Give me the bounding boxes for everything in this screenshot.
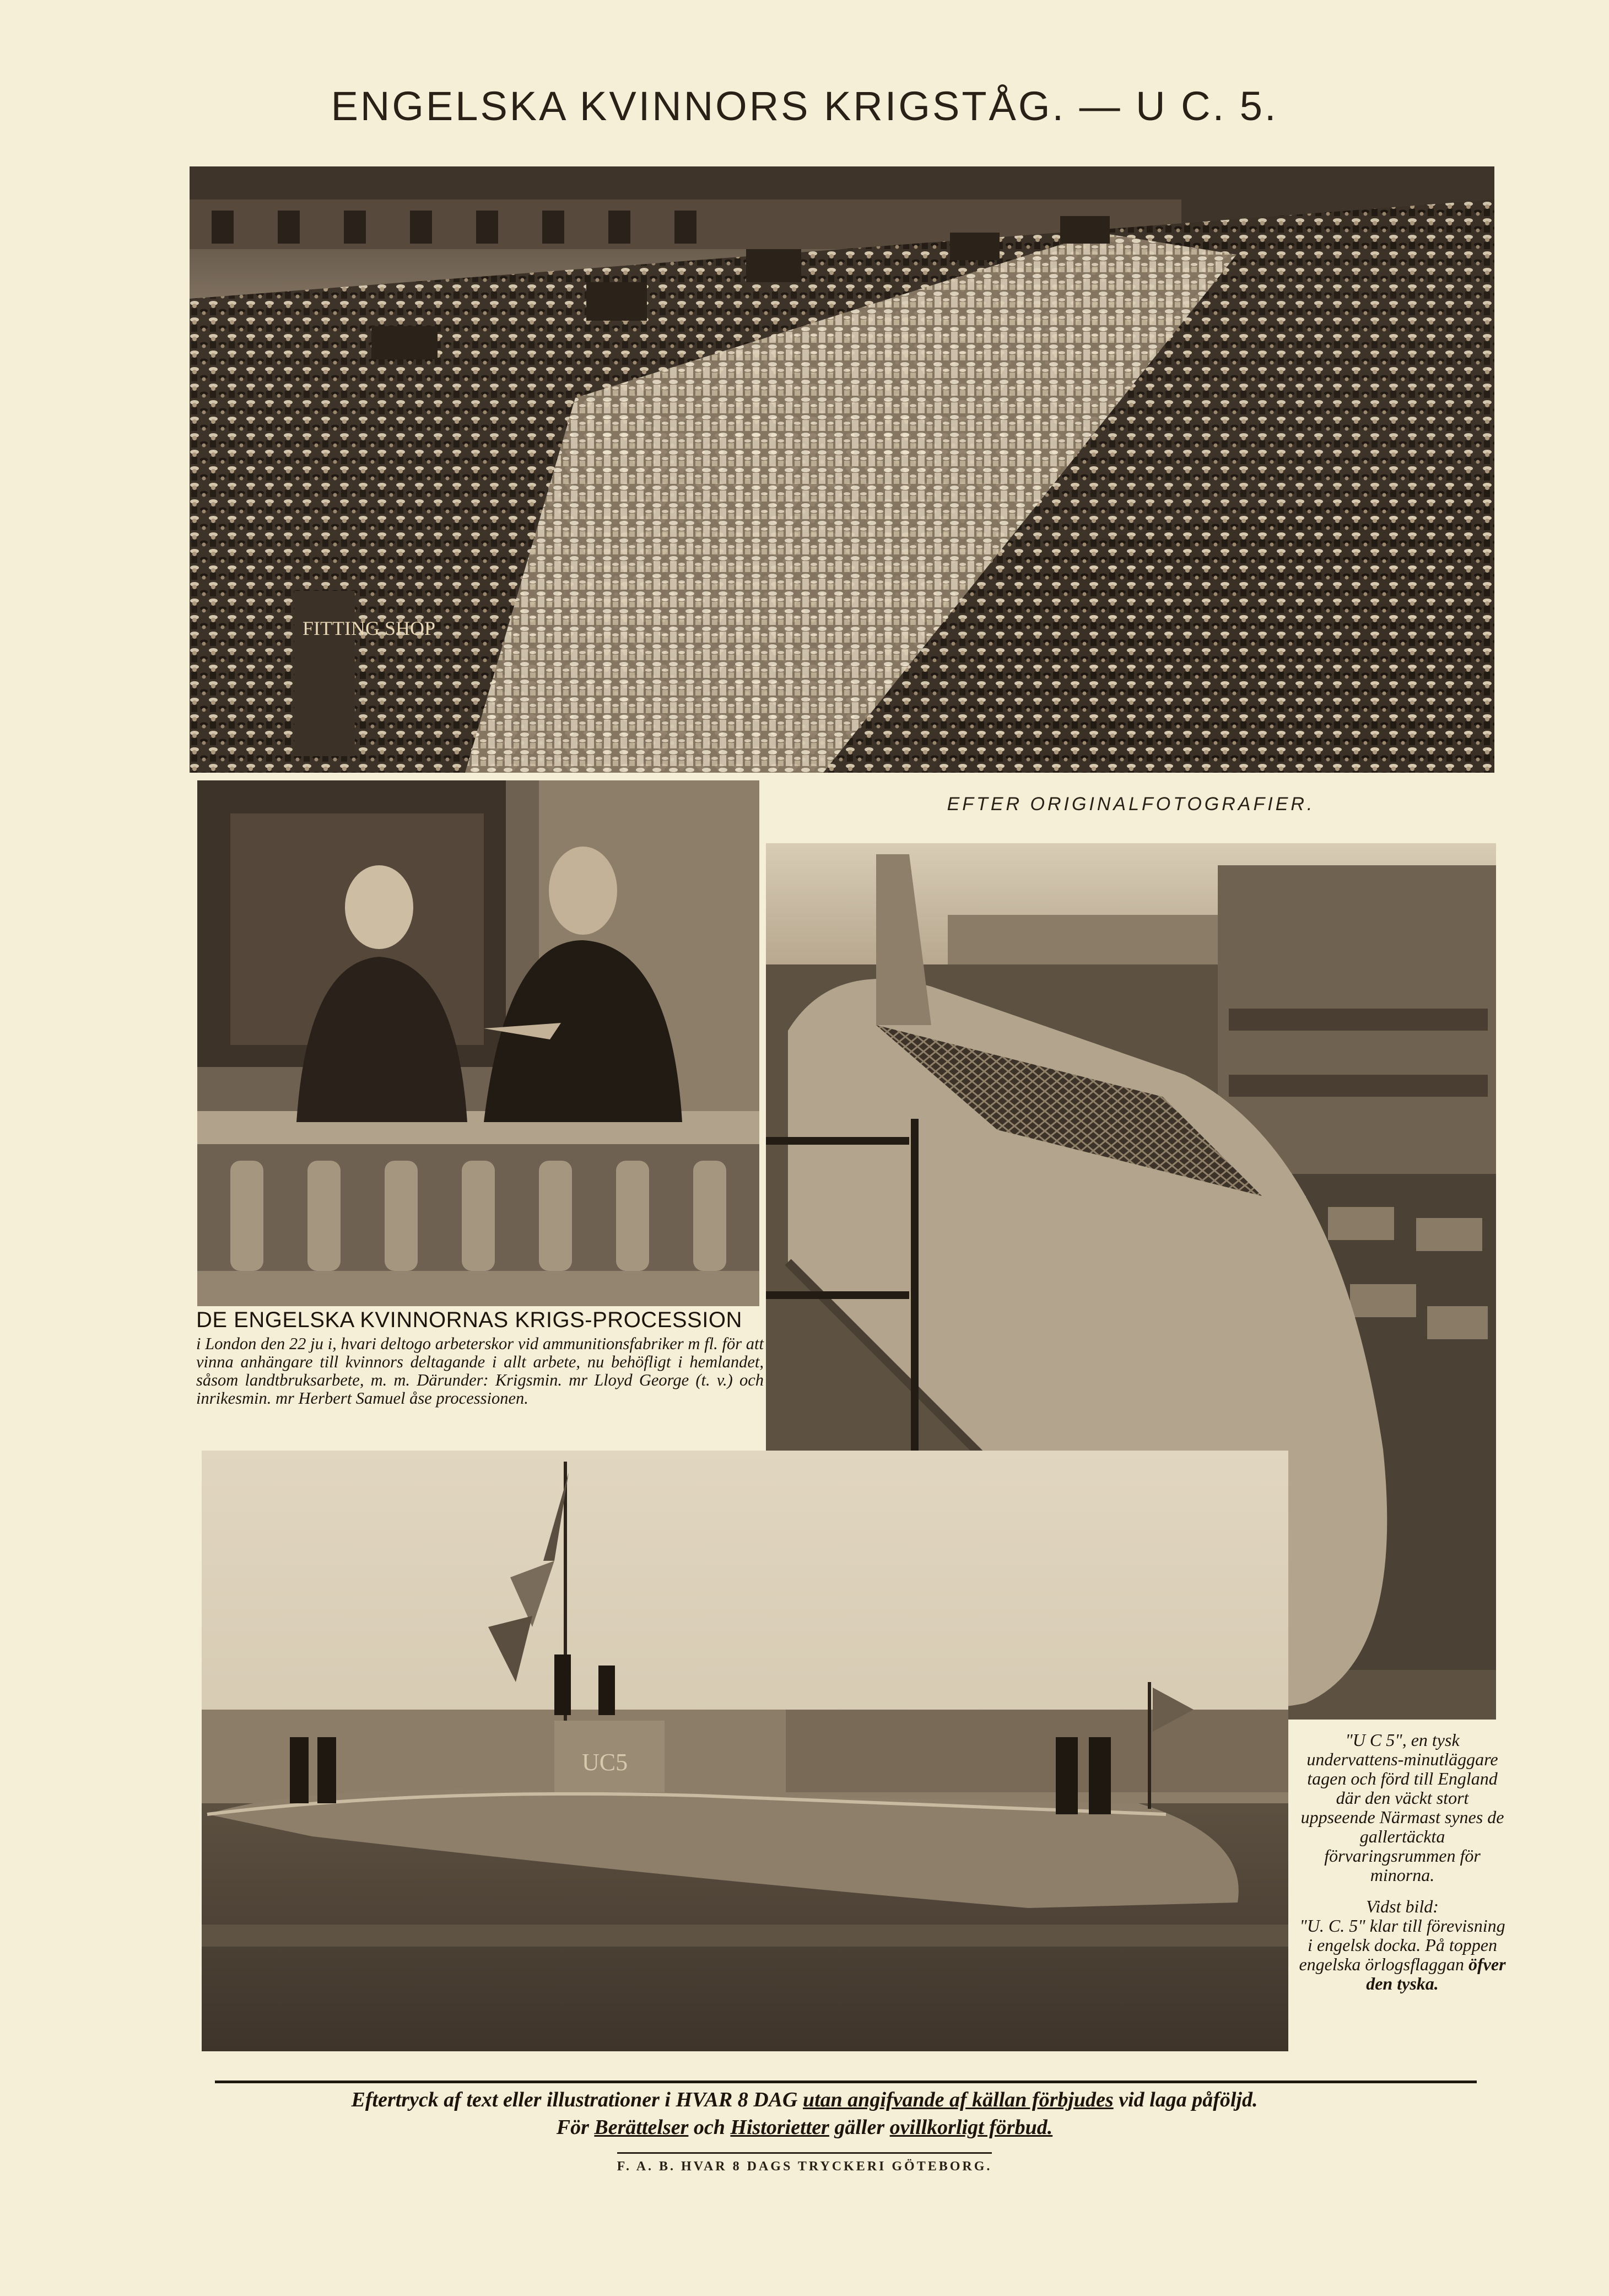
procession-caption [196,1307,764,1408]
uc5-caption-heading: Vidst bild: [1366,1896,1439,1916]
banner-text: FITTING SHOP [303,617,436,639]
procession-photo-image [190,166,1494,773]
notice-1-part-c: vid laga påföljd. [1119,2088,1258,2111]
notice-2-part-d: Historietter [730,2116,829,2139]
notice-2-part-e: gäller [834,2116,885,2139]
copyright-notice-line-2 [0,2115,1609,2139]
balcony-photo-image [197,780,759,1306]
notice-2-part-f: ovillkorligt förbud. [889,2116,1053,2139]
balcony-photo [197,780,759,1306]
uc5-caption-text-2: "U. C. 5" klar till förevisning i engelsk docka. På toppen engelska örlogsflaggan [1299,1916,1505,1974]
notice-2-part-a: För [556,2116,589,2139]
notice-2-part-c: och [693,2116,725,2139]
procession-caption-text: i London den 22 ju i, hvari deltogo arbeterskor vid ammunitionsfabriker m fl. för att vinna anhängare till kvinnors deltagande i allt arbete, nu behöfligt i hemlandet, såsom landtbruksarbete, m. m. Därunder: Krigsmin. mr Lloyd George (t. v.) och inrikesmin. mr Herbert Samuel åse processionen. [196,1334,764,1408]
uc5-caption [1298,1731,1507,2006]
uc5-caption-second [1298,1916,1507,1993]
copyright-notice-line-1 [0,2088,1609,2112]
submarine-water-photo [202,1451,1288,2051]
procession-caption-heading: DE ENGELSKA KVINNORNAS KRIGS-PROCESSION [196,1308,742,1332]
footer-rule [215,2081,1477,2083]
uc5-caption-end: öfver den tyska. [1366,1954,1506,1993]
procession-photo [190,166,1494,773]
printer-imprint: F. A. B. HVAR 8 DAGS TRYCKERI GÖTEBORG. [617,2159,992,2174]
notice-1-part-b: utan angifvande af källan förbjudes [802,2088,1114,2111]
submarine-water-photo-image [202,1451,1288,2051]
page-title: ENGELSKA KVINNORS KRIGSTÅG. — U C. 5. [331,83,1278,129]
notice-1-part-a: Eftertryck af text eller illustrationer i HVAR 8 DAG [351,2088,798,2111]
submarine-marking: UC5 [582,1749,628,1776]
printer-rule [617,2152,992,2154]
notice-2-part-b: Berättelser [594,2116,689,2139]
photo-credit: EFTER ORIGINALFOTOGRAFIER. [947,794,1315,815]
uc5-caption-text: "U C 5", en tysk undervattens-minutläggare tagen och förd till England där den väckt stort uppseende Närmast synes de gallertäckta förvaringsrummen för minorna. [1300,1730,1504,1885]
